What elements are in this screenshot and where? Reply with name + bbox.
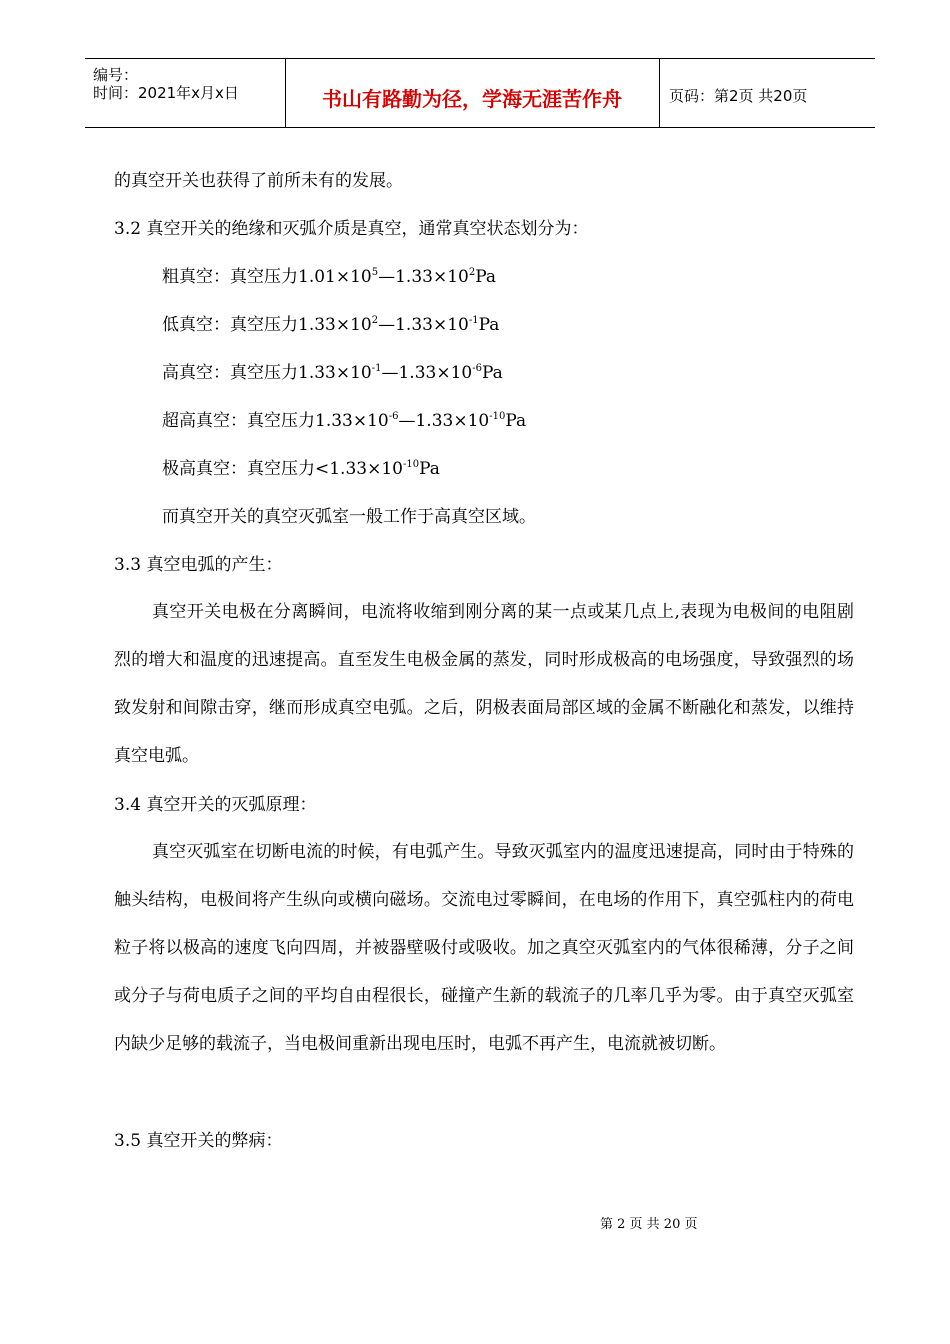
vacuum-high: 高真空：真空压力$1.33\times 10^{-1}—1.33\times 10^{-6}Pa$ (162, 363, 503, 383)
section-3-4-paragraph: 真空灭弧室在切断电流的时候，有电弧产生。导致灭弧室内的温度迅速提高，同时由于特殊的触头结构，电极间将产生纵向或横向磁场。交流电过零瞬间，在电场的作用下，真空弧柱内的荷电粒子将以极高的速度飞向四周，并被器壁吸付或吸收。加之真空灭弧室内的气体很稀薄，分子之间或分子与荷电质子之间的平均自由程很长，碰撞产生新的载流子的几率几乎为零。由于真空灭弧室内缺少足够的载流子，当电极间重新出现电压时，电弧不再产生，电流就被切断。 (114, 842, 854, 1054)
header-motto-cell (285, 59, 660, 127)
header-page-cell (660, 59, 875, 127)
intro-line: 的真空开关也获得了前所未有的发展。 (114, 171, 403, 191)
section-3-3-heading: 3.3 真空电弧的产生： (114, 555, 283, 575)
section-3-5-heading: 3.5 真空开关的弊病： (114, 1131, 283, 1151)
header-number-label: 编号： (93, 66, 139, 84)
work-region-line: 而真空开关的真空灭弧室一般工作于高真空区域。 (162, 507, 536, 527)
vacuum-extreme-high: 极高真空：真空压力$<1.33\times 10^{-10}Pa$ (162, 459, 440, 479)
document-header (85, 58, 875, 128)
page-footer: 第 2 页 共 20 页 (600, 1217, 698, 1232)
header-meta-cell (85, 59, 286, 127)
vacuum-rough: 粗真空：真空压力$1.01\times 10^5—1.33\times 10^2Pa$ (162, 267, 497, 287)
header-page-info: 页码：第2页 共20页 (669, 87, 808, 105)
section-3-2-heading: 3.2 真空开关的绝缘和灭弧介质是真空，通常真空状态划分为： (114, 219, 589, 239)
vacuum-ultra-high: 超高真空：真空压力$1.33\times 10^{-6}—1.33\times 10^{-10}Pa$ (162, 411, 527, 431)
vacuum-low: 低真空：真空压力$1.33\times 10^2—1.33\times 10^{-1}Pa$ (162, 315, 500, 335)
section-3-3-paragraph: 真空开关电极在分离瞬间，电流将收缩到刚分离的某一点或某几点上,表现为电极间的电阻剧烈的增大和温度的迅速提高。直至发生电极金属的蒸发，同时形成极高的电场强度，导致强烈的场致发射和间隙击穿，继而形成真空电弧。之后，阴极表面局部区域的金属不断融化和蒸发，以维持真空电弧。 (114, 602, 854, 766)
header-motto: 书山有路勤为径，学海无涯苦作舟 (322, 87, 622, 111)
section-3-4-heading: 3.4 真空开关的灭弧原理： (114, 795, 317, 815)
header-date: 时间：2021年x月x日 (93, 84, 239, 102)
